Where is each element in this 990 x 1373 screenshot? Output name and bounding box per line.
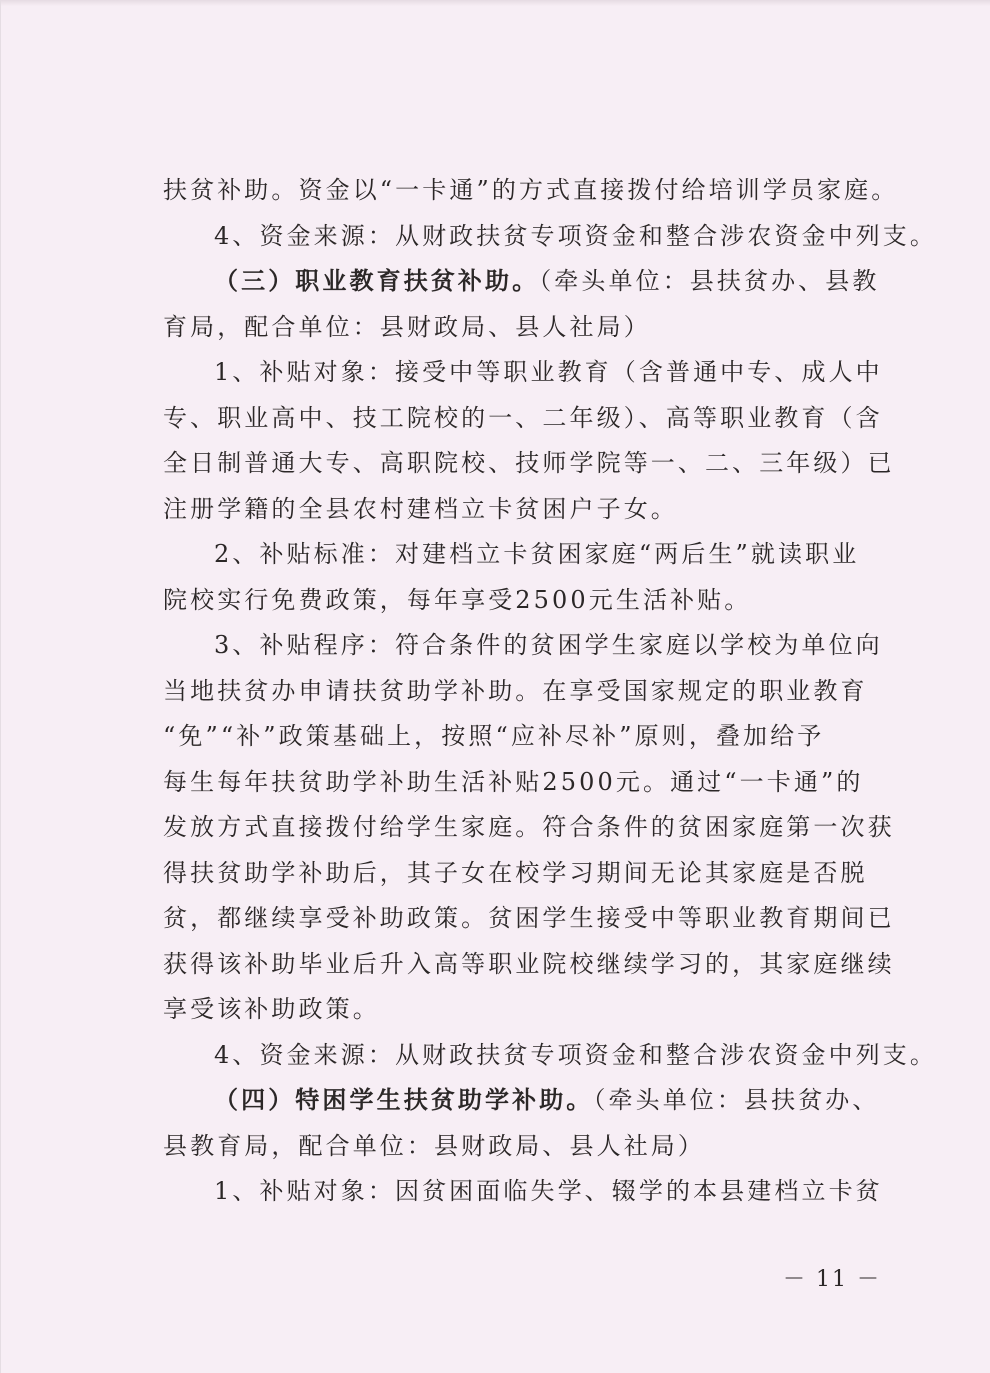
body-line: 3、补贴程序：符合条件的贫困学生家庭以学校为单位向: [214, 631, 883, 659]
body-line: 4、资金来源：从财政扶贫专项资金和整合涉农资金中列支。: [214, 221, 937, 250]
body-line: 1、补贴对象：因贫困面临失学、辍学的本县建档立卡贫: [214, 1177, 883, 1205]
body-line: 1、补贴对象：接受中等职业教育（含普通中专、成人中: [214, 358, 883, 386]
body-line: 2、补贴标准：对建档立卡贫困家庭“两后生”就读职业: [214, 540, 860, 568]
section-heading-line: （四）特困学生扶贫助学补助。（牵头单位：县扶贫办、: [214, 1086, 880, 1114]
section-heading: （三）职业教育扶贫补助。: [214, 267, 540, 295]
body-line: 专、职业高中、技工院校的一、二年级）、高等职业教育（含: [163, 403, 883, 432]
scan-edge: [1, 0, 990, 6]
body-line: 4、资金来源：从财政扶贫专项资金和整合涉农资金中列支。: [214, 1040, 937, 1069]
body-line: 贫，都继续享受补助政策。贫困学生接受中等职业教育期间已: [163, 904, 895, 932]
body-line: 全日制普通大专、高职院校、技师学院等一、二、三年级）已: [163, 449, 895, 477]
document-body: [163, 168, 937, 1215]
body-line: 育局，配合单位：县财政局、县人社局）: [163, 312, 651, 341]
page-number: － 11 －: [783, 1267, 881, 1292]
body-line: 县教育局，配合单位：县财政局、县人社局）: [163, 1131, 705, 1160]
body-line: 院校实行免费政策，每年享受2500元生活补贴。: [163, 585, 752, 614]
body-line: 扶贫补助。资金以“一卡通”的方式直接拨付给培训学员家庭。: [163, 176, 899, 204]
section-heading-line: （三）职业教育扶贫补助。（牵头单位：县扶贫办、县教: [214, 267, 880, 295]
section-heading: （四）特困学生扶贫助学补助。: [214, 1086, 594, 1114]
body-line: 得扶贫助学补助后，其子女在校学习期间无论其家庭是否脱: [163, 858, 868, 887]
body-line: 获得该补助毕业后升入高等职业院校继续学习的，其家庭继续: [163, 949, 895, 978]
body-line: 每生每年扶贫助学补助生活补贴2500元。通过“一卡通”的: [163, 767, 864, 796]
body-line: 注册学籍的全县农村建档立卡贫困户子女。: [163, 494, 678, 523]
body-line: “免”“补”政策基础上，按照“应补尽补”原则，叠加给予: [163, 722, 825, 750]
body-line: 享受该补助政策。: [163, 995, 380, 1023]
body-line: 当地扶贫办申请扶贫助学补助。在享受国家规定的职业教育: [163, 676, 868, 705]
body-line: 发放方式直接拨付给学生家庭。符合条件的贫困家庭第一次获: [163, 813, 895, 841]
